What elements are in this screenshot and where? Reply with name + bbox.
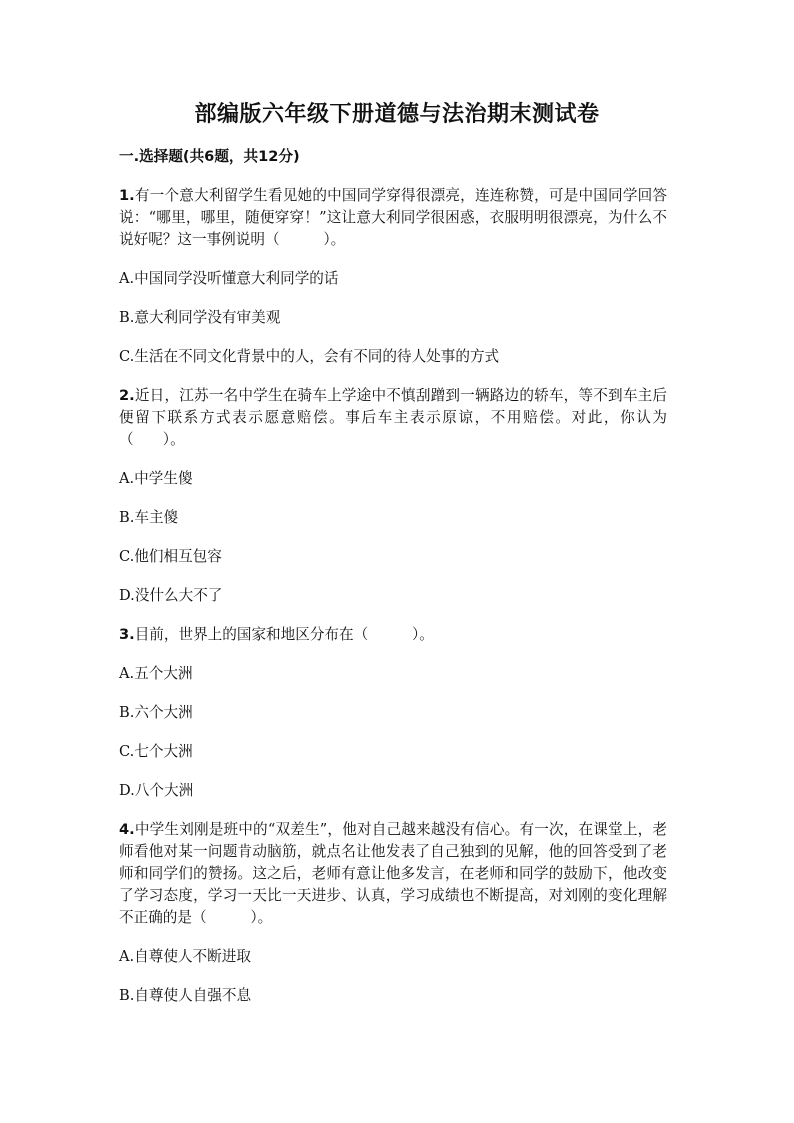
question-3 (119, 624, 667, 646)
question-1-option-a: A.中国同学没听懂意大利同学的话 (119, 270, 339, 287)
question-4 (119, 819, 667, 929)
question-number: 3. (119, 626, 135, 643)
question-number: 4. (119, 821, 135, 838)
page-title: 部编版六年级下册道德与法治期末测试卷 (194, 102, 600, 127)
question-2-option-a: A.中学生傻 (119, 470, 193, 487)
section-heading: 一.选择题(共6题，共12分) (119, 148, 300, 165)
question-3-option-d: D.八个大洲 (119, 782, 194, 799)
question-2-option-d: D.没什么大不了 (119, 587, 223, 604)
question-3-option-b: B.六个大洲 (119, 704, 193, 721)
question-text: 目前，世界上的国家和地区分布在（ ）。 (134, 626, 434, 643)
question-2 (119, 385, 667, 451)
question-4-option-b: B.自尊使人自强不息 (119, 987, 252, 1004)
question-text: 有一个意大利留学生看见她的中国同学穿得很漂亮，连连称赞，可是中国同学回答说：“哪里，哪里，随便穿穿！”这让意大利同学很困惑，衣服明明很漂亮，为什么不说好呢？这一事例说明（ ）。 (119, 187, 667, 248)
question-1-option-c: C.生活在不同文化背景中的人，会有不同的待人处事的方式 (119, 348, 500, 365)
question-number: 1. (119, 187, 135, 204)
question-2-option-b: B.车主傻 (119, 509, 179, 526)
question-1 (119, 185, 667, 251)
question-4-option-a: A.自尊使人不断进取 (119, 948, 251, 965)
question-text: 中学生刘刚是班中的“双差生”，他对自己越来越没有信心。有一次，在课堂上，老师看他对某一问题肯动脑筋，就点名让他发表了自己独到的见解，他的回答受到了老师和同学们的赞扬。这之后，老师有意让他多发言，在老师和同学的鼓励下，他改变了学习态度，学习一天比一天进步、认真，学习成绩也不断提高，对刘刚的变化理解不正确的是（ ）。 (119, 821, 667, 926)
document-content (119, 146, 667, 1024)
question-3-option-a: A.五个大洲 (119, 665, 193, 682)
question-text: 近日，江苏一名中学生在骑车上学途中不慎刮蹭到一辆路边的轿车，等不到车主后便留下联系方式表示愿意赔偿。事后车主表示原谅，不用赔偿。对此，你认为（ ）。 (119, 387, 667, 448)
question-1-option-b: B.意大利同学没有审美观 (119, 309, 281, 326)
question-3-option-c: C.七个大洲 (119, 743, 193, 760)
question-number: 2. (119, 387, 135, 404)
question-2-option-c: C.他们相互包容 (119, 548, 222, 565)
